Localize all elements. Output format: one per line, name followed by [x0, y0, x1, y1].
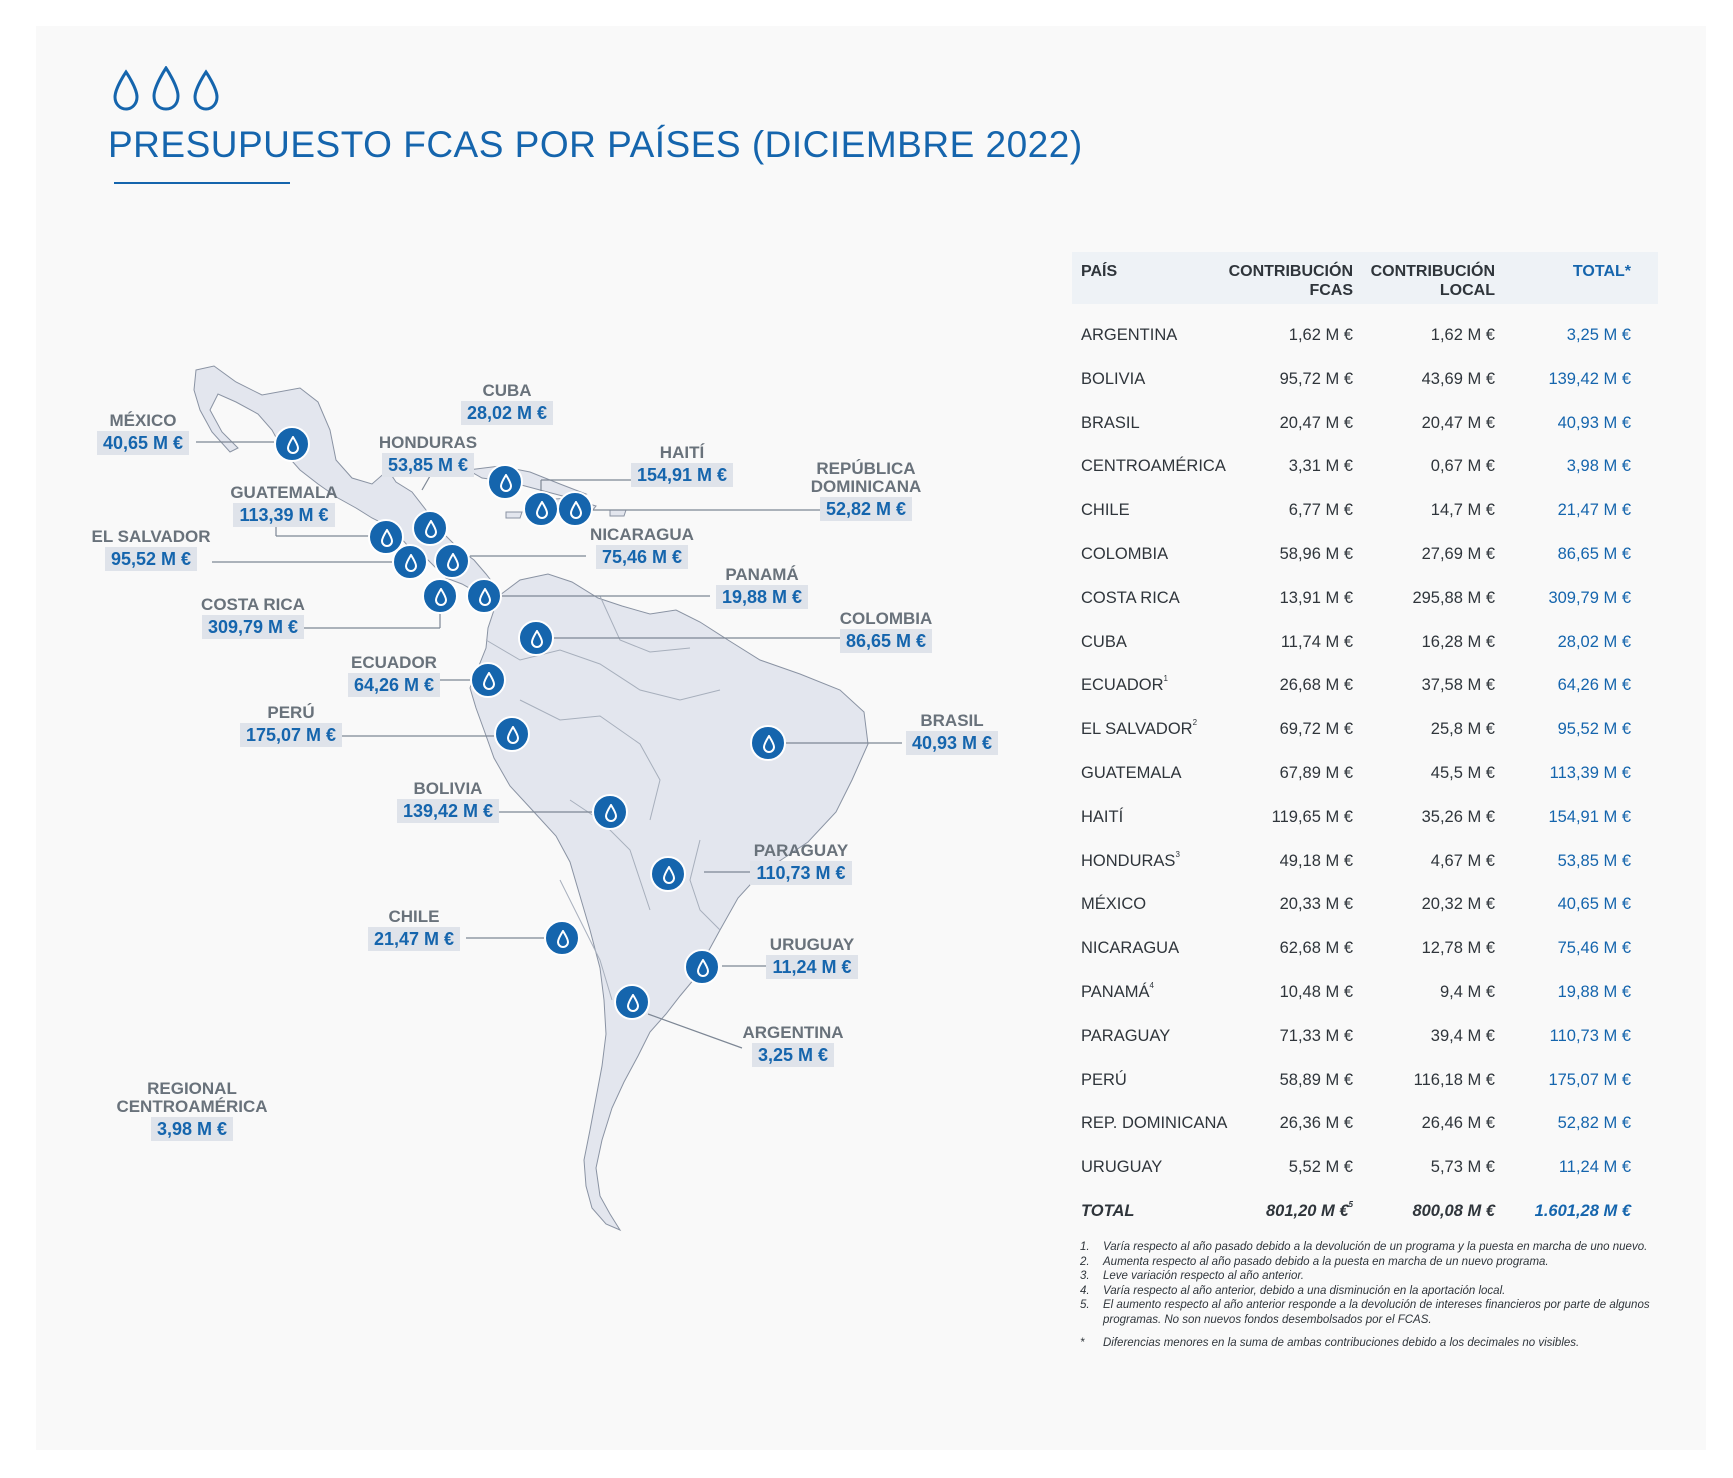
cell-local: 27,69 M € [1421, 544, 1495, 563]
label-name: PANAMÁ [725, 565, 799, 584]
pin-chile[interactable] [544, 920, 580, 956]
pin-uruguay[interactable] [684, 949, 720, 985]
footnotes [1080, 1240, 1660, 1350]
table-row [1072, 358, 1658, 402]
cell-fcas: 5,52 M € [1288, 1158, 1353, 1177]
table-total-row [1072, 1190, 1658, 1234]
label-colombia [834, 610, 938, 653]
cell-total: 110,73 M € [1549, 1026, 1631, 1045]
cell-local: 45,5 M € [1430, 763, 1495, 782]
cell-pais-text: COLOMBIA [1081, 544, 1169, 563]
cell-local: 25,8 M € [1430, 720, 1495, 739]
table-row [1072, 708, 1658, 752]
pin-argentina[interactable] [614, 984, 650, 1020]
pin-ecuador[interactable] [470, 662, 506, 698]
table-row [1072, 1102, 1658, 1146]
label-name-line2: DOMINICANA [810, 477, 922, 496]
total-total: 1.601,28 M € [1534, 1201, 1631, 1220]
cell-total: 139,42 M € [1548, 369, 1631, 388]
label-name-line2: CENTROAMÉRICA [116, 1097, 268, 1116]
label-name: MÉXICO [109, 411, 177, 430]
cell-total: 19,88 M € [1557, 982, 1631, 1001]
cell-total: 309,79 M € [1548, 588, 1631, 607]
footnote-text: Leve variación respecto al año anterior. [1103, 1270, 1304, 1283]
header-total: TOTAL* [1572, 263, 1631, 280]
cell-fcas: 95,72 M € [1279, 369, 1353, 388]
cell-total: 95,52 M € [1557, 720, 1631, 739]
footnote-star [1080, 1336, 1660, 1351]
cell-fcas: 58,96 M € [1279, 544, 1353, 563]
table-row [1072, 927, 1658, 971]
label-panama [710, 566, 814, 609]
south-america-shape [470, 574, 868, 1230]
budget-table [1072, 252, 1658, 1234]
jamaica-shape [506, 512, 522, 518]
table-row [1072, 1059, 1658, 1103]
cell-fcas: 69,72 M € [1279, 720, 1353, 739]
cell-fcas: 58,89 M € [1279, 1070, 1353, 1089]
cell-local: 295,88 M € [1412, 588, 1495, 607]
cell-pais-sup: 4 [1149, 980, 1154, 990]
cell-total: 86,65 M € [1557, 544, 1631, 563]
cell-total: 3,98 M € [1566, 457, 1631, 476]
cell-local: 116,18 M € [1413, 1070, 1495, 1089]
label-value: 52,82 M € [820, 497, 912, 521]
pin-nicaragua[interactable] [434, 543, 470, 579]
cell-fcas: 62,68 M € [1279, 939, 1353, 958]
label-value: 110,73 M € [750, 861, 851, 885]
cell-pais-text: CENTROAMÉRICA [1081, 457, 1226, 476]
label-value: 3,98 M € [151, 1117, 233, 1141]
pin-colombia[interactable] [518, 620, 554, 656]
pin-haiti[interactable] [523, 491, 559, 527]
label-costa-rica [194, 596, 312, 639]
cell-pais-text: PERÚ [1081, 1070, 1127, 1089]
cell-pais-text: BOLIVIA [1081, 369, 1146, 388]
cell-pais [1081, 980, 1154, 1002]
cell-total: 3,25 M € [1566, 326, 1631, 344]
label-name: EL SALVADOR [91, 527, 211, 546]
label-value: 3,25 M € [752, 1043, 834, 1067]
cell-pais-text: REP. DOMINICANA [1081, 1114, 1228, 1133]
label-value: 28,02 M € [461, 401, 553, 425]
label-value: 154,91 M € [631, 463, 733, 487]
cell-pais [1081, 939, 1179, 958]
label-el-salvador [88, 528, 214, 571]
pin-brasil[interactable] [750, 725, 786, 761]
footnote-number: 1. [1080, 1241, 1090, 1253]
pin-el-salvador[interactable] [392, 544, 428, 580]
cell-local: 43,69 M € [1421, 369, 1495, 388]
label-value: 95,52 M € [105, 547, 197, 571]
cell-fcas: 26,68 M € [1279, 676, 1353, 695]
footnote-number: 5. [1080, 1299, 1090, 1312]
label-name: BOLIVIA [413, 779, 483, 798]
label-nicaragua [586, 526, 698, 569]
table-row [1072, 664, 1658, 708]
footnote-text: Varía respecto al año anterior, debido a una disminución en la aportación local. [1103, 1284, 1506, 1297]
cell-fcas: 49,18 M € [1279, 851, 1353, 870]
cell-local: 1,62 M € [1430, 326, 1495, 344]
label-name: BRASIL [920, 711, 984, 730]
label-name: GUATEMALA [230, 483, 338, 502]
footnote-number: * [1080, 1336, 1085, 1349]
footnote [1080, 1298, 1660, 1327]
total-fcas-value: 801,20 M € [1265, 1201, 1349, 1220]
table-row [1072, 445, 1658, 489]
cell-pais-text: NICARAGUA [1081, 939, 1180, 958]
footnote-text: El aumento respecto al año anterior responde a la devolución de intereses financieros por parte de algunos programas. No son nuevos fondos desembolsados por el FCAS. [1103, 1299, 1650, 1326]
header-fcas-line1: CONTRIBUCIÓN [1228, 263, 1353, 280]
cell-total: 40,93 M € [1557, 413, 1631, 432]
total-fcas [1265, 1199, 1353, 1221]
label-uruguay [762, 936, 862, 979]
cell-pais [1081, 501, 1130, 520]
label-value: 40,93 M € [906, 731, 998, 755]
label-value: 21,47 M € [368, 927, 460, 951]
table-row [1072, 621, 1658, 665]
cell-pais [1081, 808, 1123, 827]
cell-fcas: 71,33 M € [1279, 1026, 1353, 1045]
cell-pais-text: ARGENTINA [1081, 326, 1178, 344]
label-name: HAITÍ [659, 443, 705, 462]
label-chile [364, 908, 464, 951]
cell-local: 5,73 M € [1430, 1158, 1495, 1177]
cell-fcas: 26,36 M € [1279, 1114, 1353, 1133]
label-name: PERÚ [267, 703, 315, 722]
label-argentina [738, 1024, 848, 1067]
pin-peru[interactable] [494, 716, 530, 752]
cell-total: 40,65 M € [1557, 895, 1631, 914]
label-name: URUGUAY [769, 935, 855, 954]
table-row [1072, 1146, 1658, 1190]
cell-pais [1081, 545, 1168, 564]
label-rep-dominicana [806, 460, 926, 521]
label-value: 11,24 M € [766, 955, 857, 979]
label-name: COSTA RICA [201, 595, 305, 614]
cell-fcas: 6,77 M € [1288, 501, 1353, 520]
cell-local: 12,78 M € [1421, 939, 1495, 958]
cell-pais [1081, 589, 1180, 608]
cell-total: 175,07 M € [1548, 1070, 1631, 1089]
table-row [1072, 971, 1658, 1015]
label-name: NICARAGUA [590, 525, 694, 544]
footnote-number: 4. [1080, 1284, 1090, 1297]
label-name: PARAGUAY [753, 841, 849, 860]
label-name: HONDURAS [378, 433, 478, 452]
cell-local: 9,4 M € [1439, 982, 1495, 1001]
cell-total: 53,85 M € [1557, 851, 1631, 870]
cell-pais-text: MÉXICO [1081, 895, 1147, 914]
label-peru [236, 704, 346, 747]
cell-local: 14,7 M € [1430, 501, 1495, 520]
label-value: 139,42 M € [397, 799, 499, 823]
cell-fcas: 67,89 M € [1279, 763, 1353, 782]
pin-rep-dominicana[interactable] [557, 491, 593, 527]
cell-pais-text: URUGUAY [1081, 1158, 1163, 1177]
cell-fcas: 119,65 M € [1271, 807, 1353, 826]
cell-pais [1081, 1071, 1127, 1090]
cell-pais-text: PARAGUAY [1081, 1026, 1171, 1045]
label-name: CUBA [482, 381, 532, 400]
cell-pais-text: EL SALVADOR [1081, 720, 1193, 739]
cell-pais-text: PANAMÁ [1081, 982, 1150, 1001]
table-row [1072, 1015, 1658, 1059]
cell-pais [1081, 764, 1182, 783]
cell-local: 37,58 M € [1421, 676, 1495, 695]
table-row [1072, 402, 1658, 446]
cell-pais [1081, 1158, 1162, 1177]
label-name: CHILE [388, 907, 440, 926]
label-name: ARGENTINA [742, 1023, 844, 1042]
cell-local: 16,28 M € [1421, 632, 1495, 651]
label-haiti [630, 444, 734, 487]
table-row [1072, 577, 1658, 621]
cell-pais [1081, 1114, 1227, 1133]
table-row [1072, 752, 1658, 796]
cell-pais [1081, 414, 1140, 433]
footnote [1080, 1284, 1660, 1299]
header-pais: PAÍS [1081, 263, 1118, 280]
table-row [1072, 840, 1658, 884]
cell-pais [1081, 633, 1127, 652]
header-fcas [1229, 262, 1353, 300]
header-fcas-line2: FCAS [1309, 282, 1353, 299]
label-cuba [460, 382, 554, 425]
label-name: COLOMBIA [839, 609, 933, 628]
cell-pais-text: CHILE [1081, 501, 1130, 520]
label-value: 175,07 M € [240, 723, 342, 747]
label-name: ECUADOR [351, 653, 437, 672]
cell-pais-text: GUATEMALA [1081, 763, 1182, 782]
header-local-line2: LOCAL [1439, 282, 1495, 299]
pin-costa-rica[interactable] [422, 578, 458, 614]
cell-total: 75,46 M € [1557, 939, 1631, 958]
cell-local: 0,67 M € [1430, 457, 1495, 476]
footnote-text: Varía respecto al año pasado debido a la devolución de un programa y la puesta en marcha de uno nuevo. [1103, 1241, 1648, 1253]
label-honduras [376, 434, 480, 477]
cell-fcas: 1,62 M € [1288, 326, 1353, 344]
cell-fcas: 3,31 M € [1288, 457, 1353, 476]
cell-local: 20,32 M € [1421, 895, 1495, 914]
cell-local: 26,46 M € [1421, 1114, 1495, 1133]
cell-total: 21,47 M € [1557, 501, 1631, 520]
label-value: 64,26 M € [348, 673, 440, 697]
label-bolivia [392, 780, 504, 823]
cell-pais-text: CUBA [1081, 632, 1127, 651]
table-row [1072, 883, 1658, 927]
cell-pais-text: ECUADOR [1081, 676, 1164, 695]
footnote-number: 2. [1080, 1255, 1090, 1268]
cell-fcas: 13,91 M € [1279, 588, 1353, 607]
cell-local: 35,26 M € [1421, 807, 1495, 826]
label-value: 86,65 M € [840, 629, 932, 653]
cell-pais-sup: 3 [1175, 849, 1180, 859]
cell-local: 4,67 M € [1430, 851, 1495, 870]
cell-total: 64,26 M € [1557, 676, 1631, 695]
cell-fcas: 20,47 M € [1279, 413, 1353, 432]
cell-total: 113,39 M € [1549, 763, 1631, 782]
cell-total: 28,02 M € [1557, 632, 1631, 651]
pin-bolivia[interactable] [592, 794, 628, 830]
cell-pais-text: BRASIL [1081, 413, 1140, 432]
cell-total: 11,24 M € [1558, 1158, 1631, 1177]
header-local [1371, 262, 1495, 300]
label-regional [112, 1080, 272, 1141]
cell-pais [1081, 849, 1180, 871]
total-fcas-sup: 5 [1348, 1199, 1353, 1209]
cell-pais-sup: 2 [1192, 718, 1198, 728]
table-body [1072, 314, 1658, 1190]
cell-pais [1081, 457, 1226, 476]
footnote-text: Aumenta respecto al año pasado debido a la puesta en marcha de un nuevo programa. [1103, 1255, 1549, 1268]
label-name-line1: REGIONAL [147, 1079, 237, 1098]
cell-pais [1081, 720, 1197, 739]
label-guatemala [224, 484, 344, 527]
table-row [1072, 796, 1658, 840]
puerto-rico-shape [610, 510, 626, 516]
footnote-list [1080, 1240, 1660, 1328]
label-value: 40,65 M € [97, 431, 189, 455]
pin-honduras[interactable] [412, 510, 448, 546]
footnote-number: 3. [1080, 1270, 1090, 1283]
footnote [1080, 1240, 1660, 1255]
cell-local: 20,47 M € [1421, 413, 1495, 432]
cell-pais [1081, 895, 1146, 914]
total-local: 800,08 M € [1412, 1201, 1495, 1220]
label-paraguay [742, 842, 860, 885]
label-name-line1: REPÚBLICA [816, 459, 916, 478]
label-value: 75,46 M € [596, 545, 688, 569]
pin-mexico[interactable] [274, 426, 310, 462]
label-brasil [900, 712, 1004, 755]
cell-pais [1081, 676, 1168, 695]
cell-total: 154,91 M € [1548, 807, 1631, 826]
page-title: PRESUPUESTO FCAS POR PAÍSES (DICIEMBRE 2022) [108, 124, 1083, 165]
label-ecuador [344, 654, 444, 697]
total-label: TOTAL [1081, 1201, 1135, 1220]
pin-cuba[interactable] [487, 464, 523, 500]
cell-pais-text: HONDURAS [1081, 851, 1176, 870]
label-value: 309,79 M € [202, 615, 304, 639]
cell-local: 39,4 M € [1430, 1026, 1495, 1045]
cell-total: 52,82 M € [1557, 1114, 1631, 1133]
label-value: 113,39 M € [233, 503, 334, 527]
cell-fcas: 11,74 M € [1280, 632, 1353, 651]
label-mexico [92, 412, 194, 455]
cell-pais-sup: 1 [1163, 674, 1168, 684]
cell-fcas: 10,48 M € [1279, 982, 1353, 1001]
cell-pais-text: HAITÍ [1081, 807, 1124, 826]
cell-pais [1081, 370, 1145, 389]
label-value: 53,85 M € [382, 453, 474, 477]
table-row [1072, 533, 1658, 577]
table-row [1072, 489, 1658, 533]
header-local-line1: CONTRIBUCIÓN [1370, 263, 1495, 280]
cell-pais-text: COSTA RICA [1081, 588, 1180, 607]
pin-paraguay[interactable] [650, 856, 686, 892]
label-value: 19,88 M € [716, 585, 808, 609]
cell-fcas: 20,33 M € [1279, 895, 1353, 914]
pin-panama[interactable] [466, 578, 502, 614]
table-header [1072, 252, 1658, 304]
footnote-text: Diferencias menores en la suma de ambas contribuciones debido a los decimales no visibles. [1103, 1336, 1580, 1349]
cell-pais [1081, 326, 1177, 345]
footnote [1080, 1255, 1660, 1270]
table-row [1072, 314, 1658, 358]
cell-pais [1081, 1027, 1170, 1046]
footnote [1080, 1269, 1660, 1284]
